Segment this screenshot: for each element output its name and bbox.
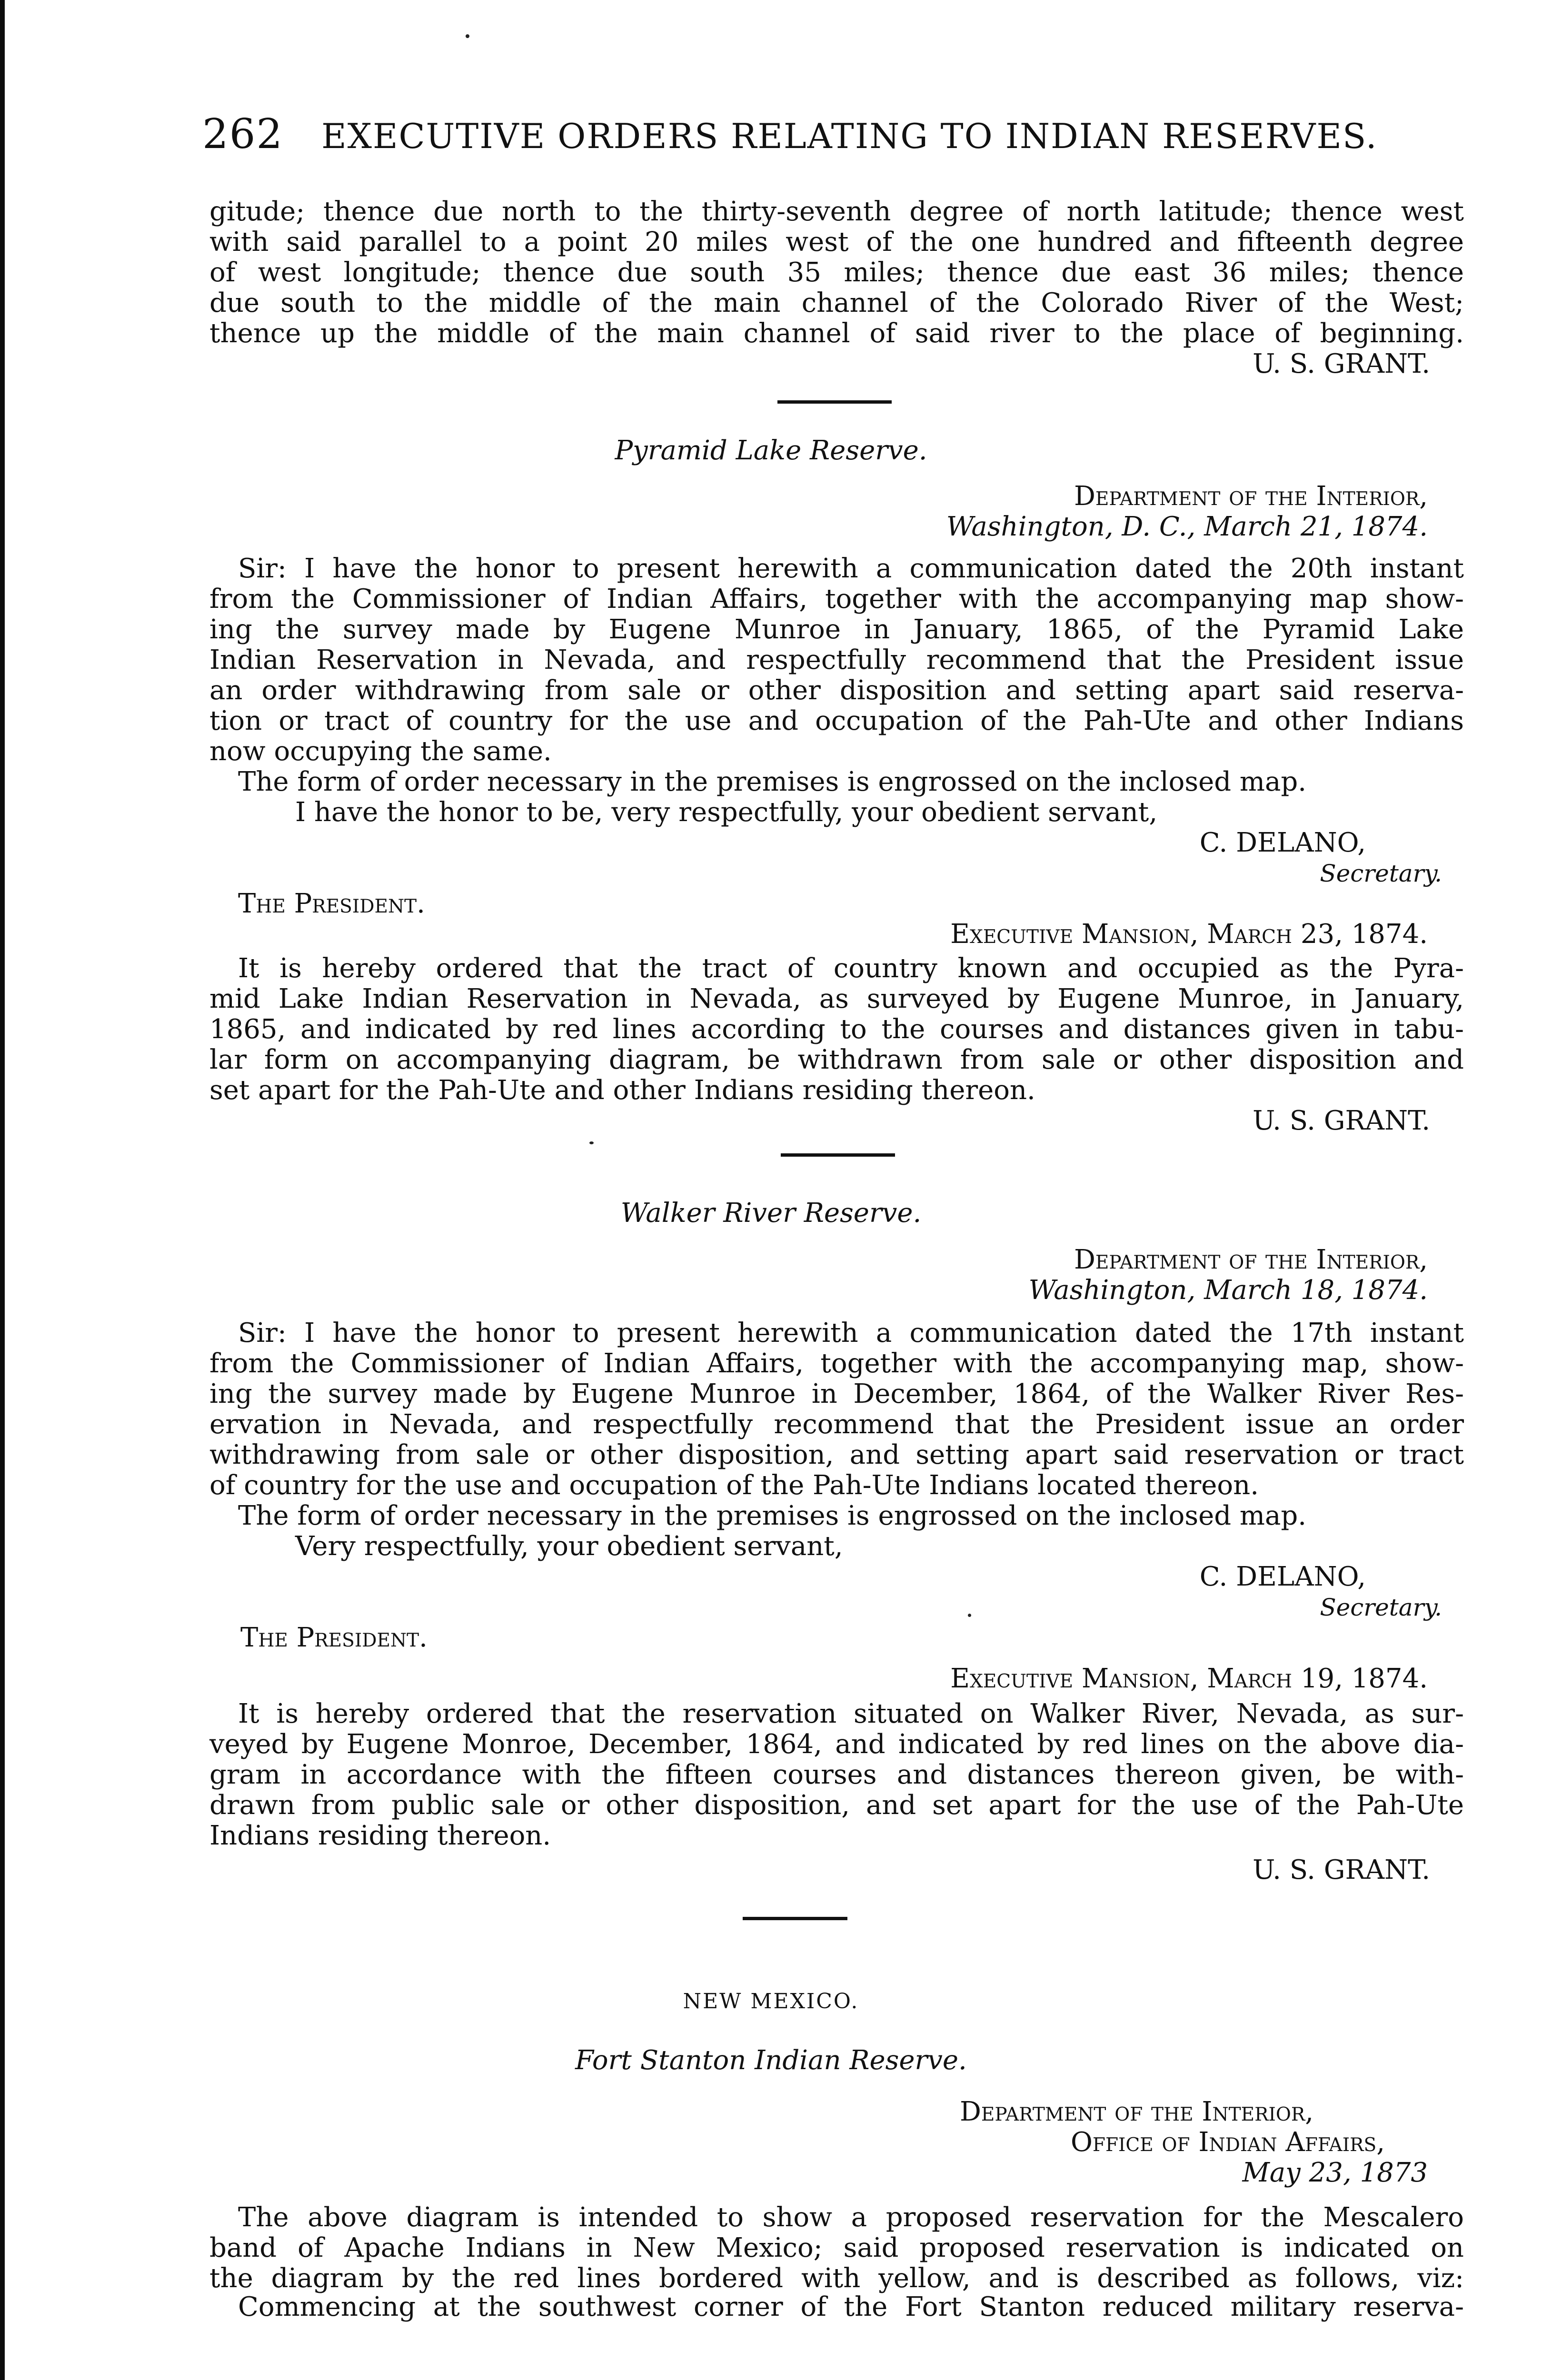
scan-border-left: [0, 0, 5, 2380]
text-line: an order withdrawing from sale or other disposition and setting apart said reserva-: [209, 675, 1464, 706]
office-heading: Office of Indian Affairs,: [1070, 2127, 1385, 2158]
order-heading: Executive Mansion, March 23, 1874.: [950, 919, 1428, 950]
text-line: gram in accordance with the fifteen courses and distances thereon given, be with-: [209, 1759, 1464, 1790]
text-line: Sir: I have the honor to present herewith a communication dated the 20th instant: [238, 553, 1464, 584]
text-line: drawn from public sale or other disposition, and set apart for the use of the Pah-Ute: [209, 1790, 1464, 1821]
signer-title: Secretary.: [1320, 860, 1442, 887]
text-line: The form of order necessary in the premises is engrossed on the inclosed map.: [238, 766, 1306, 797]
text-line: thence up the middle of the main channel of said river to the place of beginning.: [209, 318, 1464, 349]
state-heading: NEW MEXICO.: [683, 1989, 859, 2013]
signature: U. S. GRANT.: [1253, 1854, 1430, 1885]
signer-title: Secretary.: [1320, 1594, 1442, 1621]
text-line: of country for the use and occupation of the Pah-Ute Indians located thereon.: [209, 1470, 1259, 1501]
text-line: from the Commissioner of Indian Affairs, together with the accompanying map show-: [209, 584, 1464, 615]
text-line: Sir: I have the honor to present herewith a communication dated the 17th instant: [238, 1318, 1464, 1349]
text-line: Commencing at the southwest corner of the Fort Stanton reduced military reserva-: [238, 2291, 1464, 2322]
department-heading: Department of the Interior,: [1074, 481, 1428, 512]
text-line: now occupying the same.: [209, 736, 552, 767]
text-line: gitude; thence due north to the thirty-seventh degree of north latitude; thence west: [209, 196, 1464, 227]
text-line: It is hereby ordered that the reservation situated on Walker River, Nevada, as sur-: [238, 1698, 1464, 1729]
text-line: the diagram by the red lines bordered with yellow, and is described as follows, viz:: [209, 2263, 1464, 2294]
addressee: The President.: [238, 888, 425, 919]
text-line: The form of order necessary in the premises is engrossed on the inclosed map.: [238, 1500, 1306, 1531]
addressee: The President.: [240, 1622, 428, 1653]
text-line: withdrawing from sale or other disposition, and setting apart said reservation or tract: [209, 1439, 1464, 1470]
running-title: EXECUTIVE ORDERS RELATING TO INDIAN RESERVES.: [321, 116, 1378, 156]
signer-name: C. DELANO,: [1199, 1561, 1366, 1592]
section-title: Walker River Reserve.: [620, 1198, 922, 1229]
scan-speck: [466, 34, 469, 38]
scan-speck: [589, 1141, 594, 1144]
text-line: with said parallel to a point 20 miles west of the one hundred and fifteenth degree: [209, 227, 1464, 258]
text-line: ervation in Nevada, and respectfully recommend that the President issue an order: [209, 1409, 1464, 1440]
text-line: tion or tract of country for the use and occupation of the Pah-Ute and other Indians: [209, 705, 1464, 736]
section-divider: [743, 1917, 847, 1920]
section-title: Pyramid Lake Reserve.: [615, 435, 927, 466]
text-line: Indians residing thereon.: [209, 1820, 551, 1851]
date-line: May 23, 1873: [1242, 2157, 1428, 2188]
text-line: set apart for the Pah-Ute and other Indians residing thereon.: [209, 1075, 1035, 1106]
text-line: due south to the middle of the main channel of the Colorado River of the West;: [209, 288, 1464, 318]
scan-speck: [968, 1614, 971, 1617]
closing-line: I have the honor to be, very respectfully, your obedient servant,: [295, 797, 1158, 828]
place-date: Washington, March 18, 1874.: [1028, 1275, 1428, 1306]
text-line: veyed by Eugene Monroe, December, 1864, and indicated by red lines on the above dia-: [209, 1729, 1464, 1760]
text-line: band of Apache Indians in New Mexico; said proposed reservation is indicated on: [209, 2232, 1464, 2263]
text-line: from the Commissioner of Indian Affairs, together with the accompanying map, show-: [209, 1348, 1464, 1379]
signer-name: C. DELANO,: [1199, 827, 1366, 858]
order-heading: Executive Mansion, March 19, 1874.: [950, 1663, 1428, 1694]
text-line: lar form on accompanying diagram, be withdrawn from sale or other disposition and: [209, 1044, 1464, 1075]
department-heading: Department of the Interior,: [1074, 1244, 1428, 1275]
text-line: ing the survey made by Eugene Munroe in January, 1865, of the Pyramid Lake: [209, 614, 1464, 645]
running-header: [202, 110, 1378, 158]
section-divider: [777, 400, 892, 404]
signature: U. S. GRANT.: [1253, 348, 1430, 379]
text-line: of west longitude; thence due south 35 miles; thence due east 36 miles; thence: [209, 257, 1464, 288]
text-line: ing the survey made by Eugene Munroe in December, 1864, of the Walker River Res-: [209, 1378, 1464, 1409]
text-line: The above diagram is intended to show a proposed reservation for the Mescalero: [238, 2202, 1464, 2233]
closing-line: Very respectfully, your obedient servant,: [295, 1531, 843, 1562]
signature: U. S. GRANT.: [1253, 1105, 1430, 1136]
department-heading: Department of the Interior,: [960, 2096, 1313, 2127]
text-line: Indian Reservation in Nevada, and respectfully recommend that the President issue: [209, 645, 1464, 675]
section-divider: [781, 1153, 895, 1157]
place-date: Washington, D. C., March 21, 1874.: [946, 511, 1428, 542]
text-line: mid Lake Indian Reservation in Nevada, as surveyed by Eugene Munroe, in January,: [209, 983, 1464, 1014]
text-line: 1865, and indicated by red lines according to the courses and distances given in tabu-: [209, 1014, 1464, 1045]
section-title: Fort Stanton Indian Reserve.: [575, 2045, 967, 2076]
text-line: It is hereby ordered that the tract of country known and occupied as the Pyra-: [238, 953, 1464, 984]
page-number: 262: [202, 110, 284, 158]
